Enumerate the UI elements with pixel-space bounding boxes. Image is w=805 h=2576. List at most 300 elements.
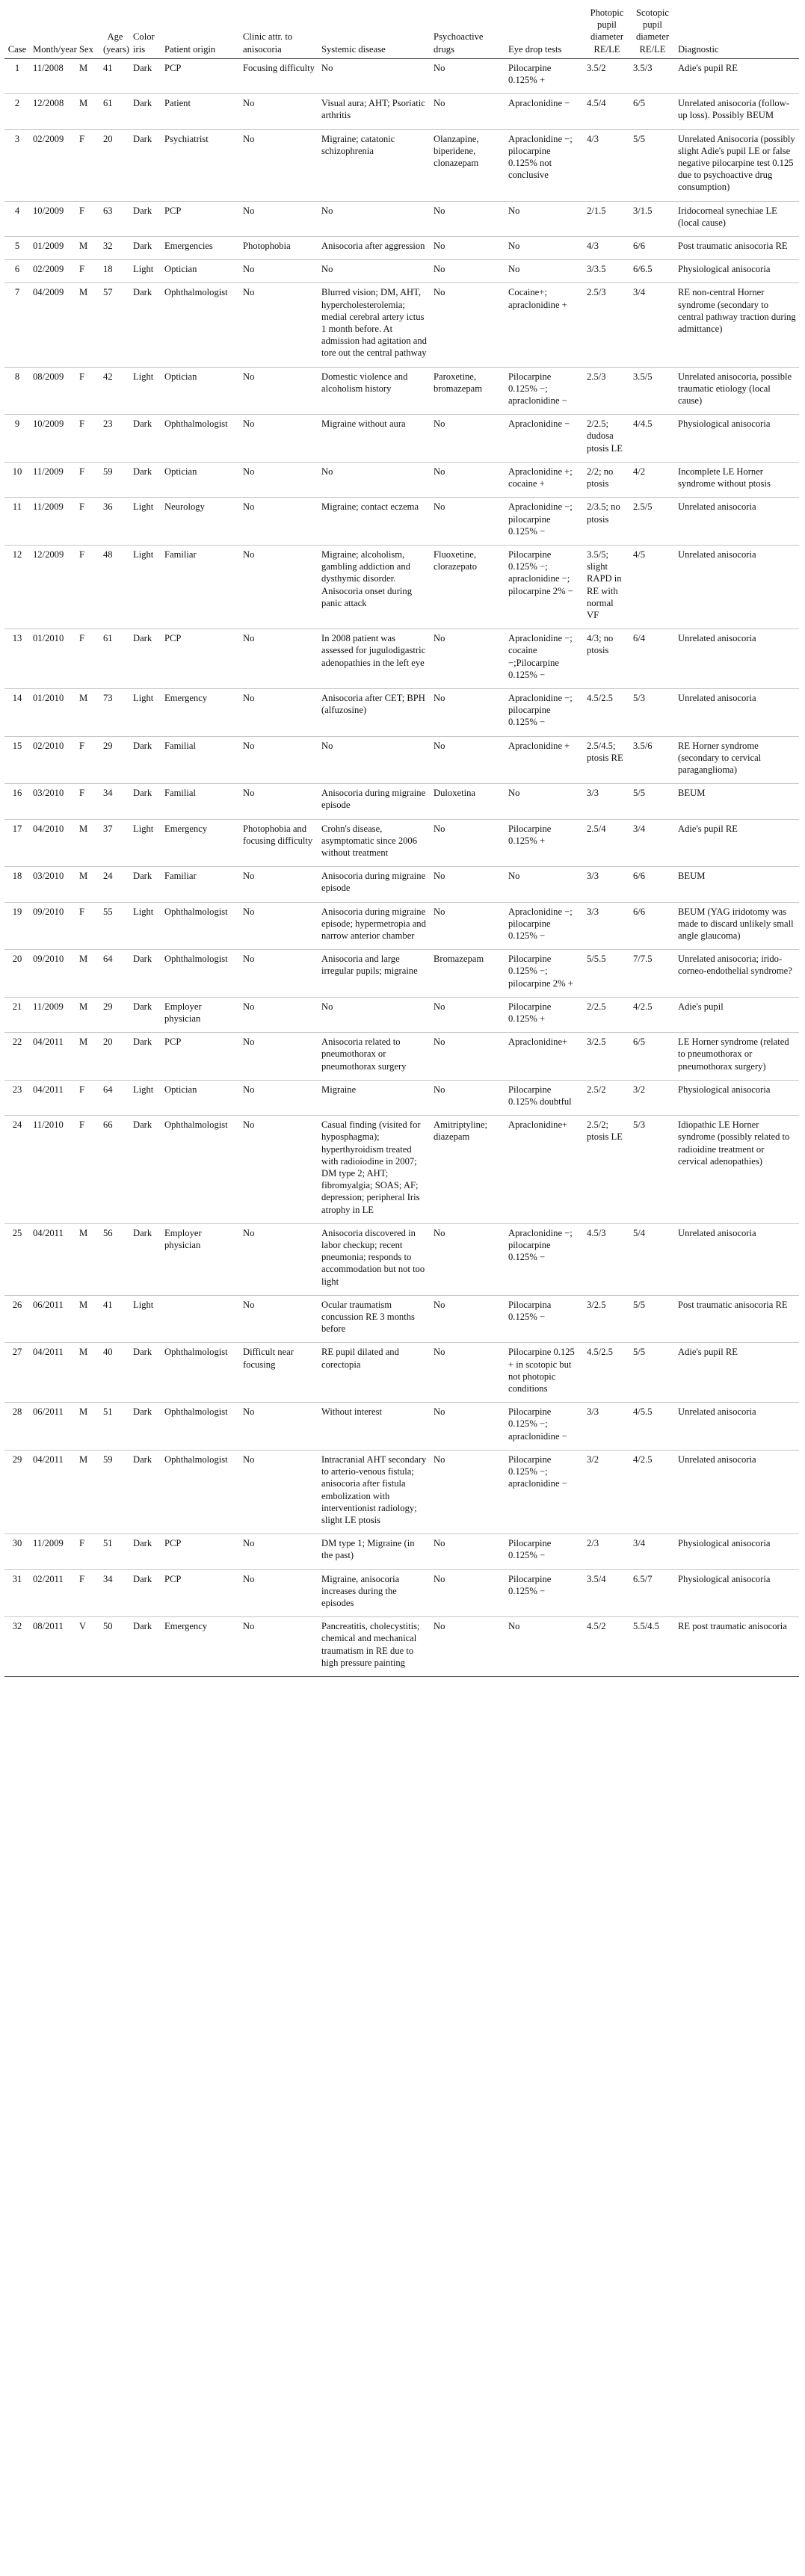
cell-patient-origin: Optician [161, 1080, 240, 1115]
cell-age: 24 [100, 867, 130, 902]
cell-eye-drop-tests: Apraclonidine − [505, 94, 584, 129]
cell-sex: F [76, 902, 100, 950]
cell-diagnostic: Adie's pupil RE [675, 819, 799, 867]
cell-photopic-diameter: 3/3 [584, 784, 630, 819]
cell-month-year: 09/2010 [30, 950, 76, 998]
table-header [4, 4, 799, 58]
cell-patient-origin: PCP [161, 1569, 240, 1617]
cell-iris-color: Light [130, 902, 161, 950]
anisocoria-cases-table [4, 4, 799, 1677]
table-row [4, 1223, 799, 1295]
cell-scotopic-diameter: 4/2.5 [630, 1450, 675, 1533]
cell-iris-color: Dark [130, 1033, 161, 1081]
cell-patient-origin: Optician [161, 367, 240, 415]
cell-systemic-disease: Migraine; contact eczema [318, 498, 431, 546]
cell-photopic-diameter: 4.5/2.5 [584, 1343, 630, 1403]
cell-age: 59 [100, 462, 130, 497]
cell-age: 64 [100, 950, 130, 998]
cell-age: 59 [100, 1450, 130, 1533]
cell-clinic-attr: No [240, 784, 318, 819]
cell-eye-drop-tests: Pilocarpine 0.125% −; apraclonidine − [505, 367, 584, 415]
cell-psychoactive-drugs: No [431, 58, 505, 93]
cell-photopic-diameter: 3/3.5 [584, 260, 630, 283]
cell-iris-color: Dark [130, 1343, 161, 1403]
cell-eye-drop-tests: Apraclonidine −; cocaine −;Pilocarpine 0.125% − [505, 629, 584, 689]
cell-patient-origin: Ophthalmologist [161, 902, 240, 950]
cell-age: 48 [100, 545, 130, 628]
cell-patient-origin: Ophthalmologist [161, 1403, 240, 1451]
cell-clinic-attr: No [240, 1033, 318, 1081]
cell-case: 19 [4, 902, 30, 950]
cell-diagnostic: Adie's pupil [675, 997, 799, 1032]
cell-psychoactive-drugs: No [431, 997, 505, 1032]
cell-month-year: 04/2010 [30, 819, 76, 867]
cell-month-year: 10/2009 [30, 201, 76, 236]
cell-scotopic-diameter: 6/6 [630, 902, 675, 950]
cell-photopic-diameter: 5/5.5 [584, 950, 630, 998]
cell-eye-drop-tests: Pilocarpina 0.125% − [505, 1295, 584, 1343]
cell-scotopic-diameter: 4/4.5 [630, 415, 675, 463]
table-row [4, 283, 799, 367]
cell-eye-drop-tests: Pilocarpine 0.125% + [505, 58, 584, 93]
cell-case: 23 [4, 1080, 30, 1115]
cell-scotopic-diameter: 4/5 [630, 545, 675, 628]
cell-age: 18 [100, 260, 130, 283]
table-row [4, 237, 799, 260]
table-row [4, 997, 799, 1032]
cell-patient-origin: Familiar [161, 867, 240, 902]
cell-psychoactive-drugs: No [431, 1569, 505, 1617]
cell-eye-drop-tests: Pilocarpine 0.125% −; apraclonidine − [505, 1450, 584, 1533]
cell-age: 41 [100, 58, 130, 93]
cell-month-year: 02/2009 [30, 129, 76, 201]
table-row [4, 629, 799, 689]
column-header-psychoactive-drugs: Psychoactive drugs [431, 4, 505, 58]
cell-photopic-diameter: 3.5/2 [584, 58, 630, 93]
cell-iris-color: Dark [130, 629, 161, 689]
cell-month-year: 11/2009 [30, 498, 76, 546]
cell-patient-origin: Emergency [161, 688, 240, 736]
table-row [4, 498, 799, 546]
cell-scotopic-diameter: 4/5.5 [630, 1403, 675, 1451]
cell-psychoactive-drugs: No [431, 237, 505, 260]
table-row [4, 1116, 799, 1224]
cell-systemic-disease: Anisocoria after CET; BPH (alfuzosine) [318, 688, 431, 736]
cell-patient-origin: Ophthalmologist [161, 1450, 240, 1533]
cell-diagnostic: Unrelated anisocoria [675, 1450, 799, 1533]
table-row [4, 201, 799, 236]
table-row [4, 784, 799, 819]
cell-eye-drop-tests: Apraclonidine + [505, 736, 584, 784]
cell-clinic-attr: No [240, 629, 318, 689]
cell-month-year: 01/2010 [30, 688, 76, 736]
cell-age: 64 [100, 1080, 130, 1115]
cell-diagnostic: BEUM (YAG iridotomy was made to discard unlikely small angle glaucoma) [675, 902, 799, 950]
cell-clinic-attr: No [240, 129, 318, 201]
cell-psychoactive-drugs: No [431, 688, 505, 736]
cell-psychoactive-drugs: No [431, 629, 505, 689]
cell-month-year: 03/2010 [30, 784, 76, 819]
cell-diagnostic: Physiological anisocoria [675, 1080, 799, 1115]
cell-patient-origin: Familial [161, 784, 240, 819]
cell-photopic-diameter: 2.5/3 [584, 283, 630, 367]
cell-age: 23 [100, 415, 130, 463]
cell-systemic-disease: No [318, 201, 431, 236]
cell-psychoactive-drugs: Amitriptyline; diazepam [431, 1116, 505, 1224]
cell-clinic-attr: No [240, 1617, 318, 1677]
cell-clinic-attr: Focusing difficulty [240, 58, 318, 93]
table-body [4, 58, 799, 1676]
cell-age: 73 [100, 688, 130, 736]
cell-scotopic-diameter: 6/6 [630, 867, 675, 902]
table-row [4, 867, 799, 902]
cell-sex: M [76, 688, 100, 736]
cell-case: 16 [4, 784, 30, 819]
cell-diagnostic: Iridocorneal synechiae LE (local cause) [675, 201, 799, 236]
cell-diagnostic: Unrelated anisocoria [675, 498, 799, 546]
cell-iris-color: Dark [130, 94, 161, 129]
cell-photopic-diameter: 4.5/2 [584, 1617, 630, 1677]
cell-patient-origin: Neurology [161, 498, 240, 546]
cell-photopic-diameter: 4/3 [584, 237, 630, 260]
cell-sex: M [76, 237, 100, 260]
header-row [4, 4, 799, 58]
table-row [4, 1534, 799, 1569]
cell-clinic-attr: No [240, 997, 318, 1032]
cell-sex: F [76, 498, 100, 546]
cell-psychoactive-drugs: No [431, 1223, 505, 1295]
cell-sex: F [76, 736, 100, 784]
cell-sex: M [76, 950, 100, 998]
cell-systemic-disease: Anisocoria during migraine episode; hypermetropia and narrow anterior chamber [318, 902, 431, 950]
column-header-iris-color: Color iris [130, 4, 161, 58]
cell-diagnostic: Physiological anisocoria [675, 1534, 799, 1569]
cell-scotopic-diameter: 5/5 [630, 1343, 675, 1403]
cell-psychoactive-drugs: No [431, 1617, 505, 1677]
cell-iris-color: Light [130, 1080, 161, 1115]
cell-clinic-attr: No [240, 462, 318, 497]
column-header-patient-origin: Patient origin [161, 4, 240, 58]
cell-clinic-attr: No [240, 415, 318, 463]
cell-case: 14 [4, 688, 30, 736]
cell-iris-color: Dark [130, 283, 161, 367]
cell-case: 1 [4, 58, 30, 93]
cell-iris-color: Dark [130, 867, 161, 902]
cell-clinic-attr: No [240, 1116, 318, 1224]
cell-iris-color: Light [130, 367, 161, 415]
cell-systemic-disease: Ocular traumatism concussion RE 3 months before [318, 1295, 431, 1343]
cell-eye-drop-tests: Apraclonidine − [505, 415, 584, 463]
cell-diagnostic: BEUM [675, 867, 799, 902]
table-row [4, 1295, 799, 1343]
cell-eye-drop-tests: Apraclonidine −; pilocarpine 0.125% − [505, 1223, 584, 1295]
cell-diagnostic: Physiological anisocoria [675, 260, 799, 283]
cell-patient-origin: Emergency [161, 1617, 240, 1677]
cell-patient-origin: PCP [161, 58, 240, 93]
cell-case: 31 [4, 1569, 30, 1617]
cell-eye-drop-tests: Cocaine+; apraclonidine + [505, 283, 584, 367]
cell-case: 30 [4, 1534, 30, 1569]
cell-systemic-disease: Anisocoria after aggression [318, 237, 431, 260]
cell-eye-drop-tests: Pilocarpine 0.125% −; apraclonidine −; pilocarpine 2% − [505, 545, 584, 628]
cell-patient-origin: PCP [161, 1033, 240, 1081]
cell-systemic-disease: No [318, 58, 431, 93]
cell-month-year: 08/2011 [30, 1617, 76, 1677]
cell-scotopic-diameter: 5/5 [630, 129, 675, 201]
cell-case: 24 [4, 1116, 30, 1224]
cell-age: 32 [100, 237, 130, 260]
column-header-age: Age (years) [100, 4, 130, 58]
cell-psychoactive-drugs: No [431, 1343, 505, 1403]
cell-age: 61 [100, 94, 130, 129]
cell-month-year: 06/2011 [30, 1295, 76, 1343]
cell-psychoactive-drugs: No [431, 94, 505, 129]
cell-systemic-disease: DM type 1; Migraine (in the past) [318, 1534, 431, 1569]
cell-sex: M [76, 997, 100, 1032]
cell-age: 57 [100, 283, 130, 367]
cell-age: 42 [100, 367, 130, 415]
cell-diagnostic: Post traumatic anisocoria RE [675, 1295, 799, 1343]
cell-sex: F [76, 129, 100, 201]
cell-systemic-disease: Visual aura; AHT; Psoriatic arthritis [318, 94, 431, 129]
cell-patient-origin [161, 1295, 240, 1343]
cell-diagnostic: BEUM [675, 784, 799, 819]
cell-sex: M [76, 819, 100, 867]
table-row [4, 1403, 799, 1451]
cell-clinic-attr: No [240, 201, 318, 236]
cell-systemic-disease: Anisocoria related to pneumothorax or pneumothorax surgery [318, 1033, 431, 1081]
column-header-eye-drop-tests: Eye drop tests [505, 4, 584, 58]
cell-scotopic-diameter: 5.5/4.5 [630, 1617, 675, 1677]
cell-psychoactive-drugs: No [431, 867, 505, 902]
cell-age: 37 [100, 819, 130, 867]
cell-clinic-attr: No [240, 688, 318, 736]
cell-case: 28 [4, 1403, 30, 1451]
cell-month-year: 01/2010 [30, 629, 76, 689]
cell-scotopic-diameter: 4/2.5 [630, 997, 675, 1032]
cell-month-year: 11/2008 [30, 58, 76, 93]
cell-photopic-diameter: 2.5/4 [584, 819, 630, 867]
cell-month-year: 08/2009 [30, 367, 76, 415]
cell-eye-drop-tests: No [505, 867, 584, 902]
column-header-systemic-disease: Systemic disease [318, 4, 431, 58]
cell-photopic-diameter: 3.5/5; slight RAPD in RE with normal VF [584, 545, 630, 628]
table-row [4, 1617, 799, 1677]
cell-sex: F [76, 1080, 100, 1115]
cell-patient-origin: Ophthalmologist [161, 950, 240, 998]
cell-month-year: 04/2011 [30, 1343, 76, 1403]
cell-scotopic-diameter: 3.5/3 [630, 58, 675, 93]
cell-iris-color: Dark [130, 997, 161, 1032]
cell-eye-drop-tests: No [505, 201, 584, 236]
column-header-clinic-attr: Clinic attr. to anisocoria [240, 4, 318, 58]
table-row [4, 545, 799, 628]
column-header-photopic-diameter: Photopic pupil diameter RE/LE [584, 4, 630, 58]
table-row [4, 415, 799, 463]
cell-age: 40 [100, 1343, 130, 1403]
cell-patient-origin: Ophthalmologist [161, 415, 240, 463]
cell-patient-origin: Patient [161, 94, 240, 129]
cell-diagnostic: Unrelated anisocoria [675, 545, 799, 628]
cell-case: 29 [4, 1450, 30, 1533]
cell-sex: F [76, 1569, 100, 1617]
cell-eye-drop-tests: No [505, 1617, 584, 1677]
cell-psychoactive-drugs: No [431, 1033, 505, 1081]
cell-age: 20 [100, 129, 130, 201]
cell-age: 29 [100, 736, 130, 784]
cell-scotopic-diameter: 5/4 [630, 1223, 675, 1295]
cell-iris-color: Dark [130, 201, 161, 236]
cell-iris-color: Dark [130, 1617, 161, 1677]
table-row [4, 462, 799, 497]
cell-sex: F [76, 1116, 100, 1224]
cell-psychoactive-drugs: No [431, 283, 505, 367]
cell-photopic-diameter: 2/3.5; no ptosis [584, 498, 630, 546]
cell-month-year: 11/2009 [30, 997, 76, 1032]
cell-photopic-diameter: 4/3; no ptosis [584, 629, 630, 689]
cell-diagnostic: Unrelated anisocoria; irido-corneo-endothelial syndrome? [675, 950, 799, 998]
cell-iris-color: Light [130, 1295, 161, 1343]
cell-month-year: 01/2009 [30, 237, 76, 260]
cell-age: 51 [100, 1534, 130, 1569]
cell-case: 20 [4, 950, 30, 998]
cell-systemic-disease: Migraine [318, 1080, 431, 1115]
cell-iris-color: Dark [130, 1450, 161, 1533]
cell-psychoactive-drugs: No [431, 415, 505, 463]
cell-sex: M [76, 867, 100, 902]
cell-age: 51 [100, 1403, 130, 1451]
cell-patient-origin: Optician [161, 462, 240, 497]
cell-eye-drop-tests: Apraclonidine −; pilocarpine 0.125% not conclusive [505, 129, 584, 201]
cell-patient-origin: Employer physician [161, 1223, 240, 1295]
cell-scotopic-diameter: 6/4 [630, 629, 675, 689]
cell-case: 9 [4, 415, 30, 463]
cell-clinic-attr: No [240, 950, 318, 998]
cell-iris-color: Dark [130, 1569, 161, 1617]
cell-systemic-disease: No [318, 736, 431, 784]
cell-case: 22 [4, 1033, 30, 1081]
cell-photopic-diameter: 2/2; no ptosis [584, 462, 630, 497]
cell-age: 29 [100, 997, 130, 1032]
cell-clinic-attr: No [240, 902, 318, 950]
cell-iris-color: Dark [130, 1116, 161, 1224]
cell-eye-drop-tests: No [505, 784, 584, 819]
cell-scotopic-diameter: 3/4 [630, 1534, 675, 1569]
cell-sex: F [76, 367, 100, 415]
cell-clinic-attr: No [240, 736, 318, 784]
cell-eye-drop-tests: Apraclonidine −; pilocarpine 0.125% − [505, 498, 584, 546]
column-header-sex: Sex [76, 4, 100, 58]
cell-month-year: 02/2009 [30, 260, 76, 283]
cell-case: 27 [4, 1343, 30, 1403]
cell-month-year: 03/2010 [30, 867, 76, 902]
cell-case: 32 [4, 1617, 30, 1677]
cell-age: 41 [100, 1295, 130, 1343]
cell-photopic-diameter: 3/3 [584, 1403, 630, 1451]
cell-eye-drop-tests: Pilocarpine 0.125% −; pilocarpine 2% + [505, 950, 584, 998]
table-row [4, 1569, 799, 1617]
cell-psychoactive-drugs: Olanzapine, biperidene, clonazepam [431, 129, 505, 201]
cell-patient-origin: Emergency [161, 819, 240, 867]
cell-systemic-disease: Migraine; catatonic schizophrenia [318, 129, 431, 201]
cell-clinic-attr: No [240, 498, 318, 546]
cell-case: 2 [4, 94, 30, 129]
cell-diagnostic: RE Horner syndrome (secondary to cervical paraganglioma) [675, 736, 799, 784]
cell-psychoactive-drugs: No [431, 902, 505, 950]
cell-diagnostic: Idiopathic LE Horner syndrome (possibly related to radioidine treatment or cervical adenopathies) [675, 1116, 799, 1224]
cell-systemic-disease: Migraine, anisocoria increases during the episodes [318, 1569, 431, 1617]
cell-case: 17 [4, 819, 30, 867]
cell-eye-drop-tests: Pilocarpine 0.125% − [505, 1569, 584, 1617]
cell-diagnostic: Physiological anisocoria [675, 415, 799, 463]
cell-systemic-disease: Anisocoria and large irregular pupils; migraine [318, 950, 431, 998]
cell-patient-origin: PCP [161, 629, 240, 689]
cell-month-year: 11/2009 [30, 462, 76, 497]
cell-patient-origin: Ophthalmologist [161, 1116, 240, 1224]
cell-clinic-attr: No [240, 545, 318, 628]
cell-scotopic-diameter: 5/5 [630, 1295, 675, 1343]
cell-systemic-disease: Anisocoria during migraine episode [318, 784, 431, 819]
cell-sex: M [76, 1223, 100, 1295]
cell-clinic-attr: No [240, 867, 318, 902]
cell-photopic-diameter: 2/2.5 [584, 997, 630, 1032]
cell-month-year: 04/2011 [30, 1080, 76, 1115]
cell-clinic-attr: No [240, 1569, 318, 1617]
cell-systemic-disease: Casual finding (visited for hyposphagma); hyperthyroidism treated with radioiodine in 2007; DM type 2; AHT; fibromyalgia; SOAS; AF; depression; peripheral Iris atrophy in LE [318, 1116, 431, 1224]
cell-psychoactive-drugs: Bromazepam [431, 950, 505, 998]
cell-case: 6 [4, 260, 30, 283]
cell-iris-color: Dark [130, 415, 161, 463]
cell-sex: F [76, 1534, 100, 1569]
cell-sex: F [76, 784, 100, 819]
cell-case: 26 [4, 1295, 30, 1343]
table-row [4, 129, 799, 201]
cell-iris-color: Light [130, 545, 161, 628]
cell-diagnostic: Post traumatic anisocoria RE [675, 237, 799, 260]
cell-iris-color: Dark [130, 1403, 161, 1451]
cell-iris-color: Dark [130, 950, 161, 998]
cell-clinic-attr: No [240, 1534, 318, 1569]
cell-month-year: 02/2010 [30, 736, 76, 784]
cell-eye-drop-tests: Apraclonidine+ [505, 1033, 584, 1081]
cell-sex: M [76, 1403, 100, 1451]
cell-systemic-disease: Migraine; alcoholism, gambling addiction and dysthymic disorder. Anisocoria onset during panic attack [318, 545, 431, 628]
cell-eye-drop-tests: Pilocarpine 0.125% + [505, 819, 584, 867]
cell-case: 21 [4, 997, 30, 1032]
cell-psychoactive-drugs: Paroxetine, bromazepam [431, 367, 505, 415]
cell-photopic-diameter: 3/3 [584, 867, 630, 902]
cell-systemic-disease: RE pupil dilated and corectopia [318, 1343, 431, 1403]
cell-sex: M [76, 1450, 100, 1533]
cell-patient-origin: Psychiatrist [161, 129, 240, 201]
cell-case: 8 [4, 367, 30, 415]
cell-sex: M [76, 283, 100, 367]
cell-iris-color: Dark [130, 784, 161, 819]
cell-month-year: 06/2011 [30, 1403, 76, 1451]
cell-scotopic-diameter: 5/3 [630, 1116, 675, 1224]
table-row [4, 1033, 799, 1081]
cell-psychoactive-drugs: No [431, 1080, 505, 1115]
table-row [4, 950, 799, 998]
cell-psychoactive-drugs: No [431, 1534, 505, 1569]
cell-case: 15 [4, 736, 30, 784]
cell-scotopic-diameter: 2.5/5 [630, 498, 675, 546]
table-row [4, 367, 799, 415]
cell-sex: V [76, 1617, 100, 1677]
cell-photopic-diameter: 2/1.5 [584, 201, 630, 236]
cell-psychoactive-drugs: No [431, 736, 505, 784]
cell-systemic-disease: Migraine without aura [318, 415, 431, 463]
